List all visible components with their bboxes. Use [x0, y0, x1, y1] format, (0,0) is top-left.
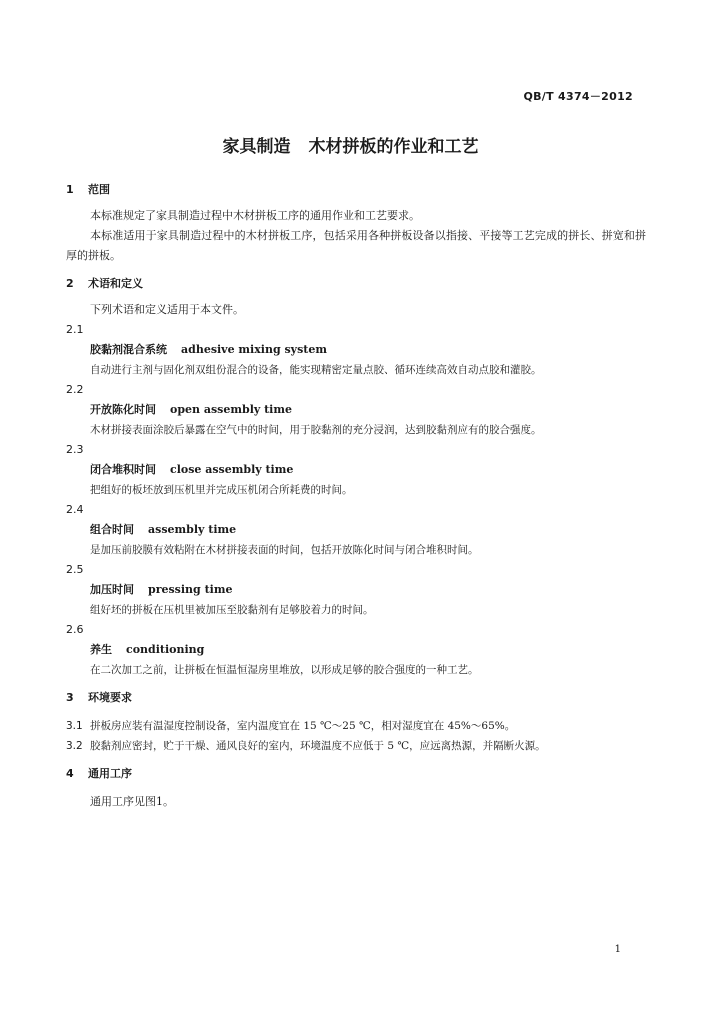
scope-paragraph: 本标准规定了家具制造过程中木材拼板工序的通用作业和工艺要求。	[90, 209, 420, 222]
term-definition: 是加压前胶膜有效粘附在木材拼接表面的时间，包括开放陈化时间与闭合堆积时间。	[90, 544, 479, 556]
term-name: 组合时间 assembly time	[90, 523, 237, 536]
document-title	[0, 132, 701, 157]
requirement-item: 3.1 拼板房应装有温湿度控制设备，室内温度宜在 15 ℃～25 ℃，相对湿度宜在 45%～65%。	[66, 720, 516, 732]
standard-code: QB/T 4374－2012	[523, 90, 633, 103]
section-heading-terms: 2 术语和定义	[66, 277, 143, 290]
title-part-2: 木材拼板的作业和工艺	[308, 137, 479, 157]
term-entry	[66, 620, 646, 680]
document-body	[66, 180, 646, 812]
term-number: 2.6	[66, 623, 84, 636]
term-name: 开放陈化时间 open assembly time	[90, 403, 292, 416]
term-entry	[66, 440, 646, 500]
term-definition: 在二次加工之前，让拼板在恒温恒湿房里堆放，以形成足够的胶合强度的一种工艺。	[90, 664, 479, 676]
scope-paragraph: 本标准适用于家具制造过程中的木材拼板工序，包括采用各种拼板设备以指接、平接等工艺完成的拼长、拼宽和拼厚的拼板。	[66, 229, 646, 262]
term-definition: 把组好的板坯放到压机里并完成压机闭合所耗费的时间。	[90, 484, 353, 496]
term-entry	[66, 380, 646, 440]
page-number: 1	[614, 944, 621, 955]
term-name: 闭合堆积时间 close assembly time	[90, 463, 294, 476]
section-heading-environment: 3 环境要求	[66, 691, 132, 704]
requirement-item: 3.2 胶黏剂应密封，贮于干燥、通风良好的室内，环境温度不应低于 5 ℃，应远离热源，并隔断火源。	[66, 740, 546, 752]
term-name: 胶黏剂混合系统 adhesive mixing system	[90, 343, 327, 356]
terms-intro: 下列术语和定义适用于本文件。	[90, 303, 244, 316]
section-heading-scope: 1 范围	[66, 183, 110, 196]
term-entry	[66, 320, 646, 380]
term-number: 2.4	[66, 503, 84, 516]
term-number: 2.2	[66, 383, 84, 396]
term-definition: 组好坯的拼板在压机里被加压至胶黏剂有足够胶着力的时间。	[90, 604, 374, 616]
procedure-paragraph: 通用工序见图1。	[90, 795, 174, 808]
term-definition: 自动进行主剂与固化剂双组份混合的设备，能实现精密定量点胶、循环连续高效自动点胶和灌胶。	[90, 364, 542, 376]
term-name: 加压时间 pressing time	[90, 583, 233, 596]
title-part-1: 家具制造	[222, 137, 291, 157]
term-entry	[66, 500, 646, 560]
term-number: 2.5	[66, 563, 84, 576]
term-number: 2.3	[66, 443, 84, 456]
term-definition: 木材拼接表面涂胶后暴露在空气中的时间，用于胶黏剂的充分浸润，达到胶黏剂应有的胶合强度。	[90, 424, 542, 436]
term-number: 2.1	[66, 323, 84, 336]
term-name: 养生 conditioning	[90, 643, 205, 656]
section-heading-procedure: 4 通用工序	[66, 767, 132, 780]
term-entry	[66, 560, 646, 620]
